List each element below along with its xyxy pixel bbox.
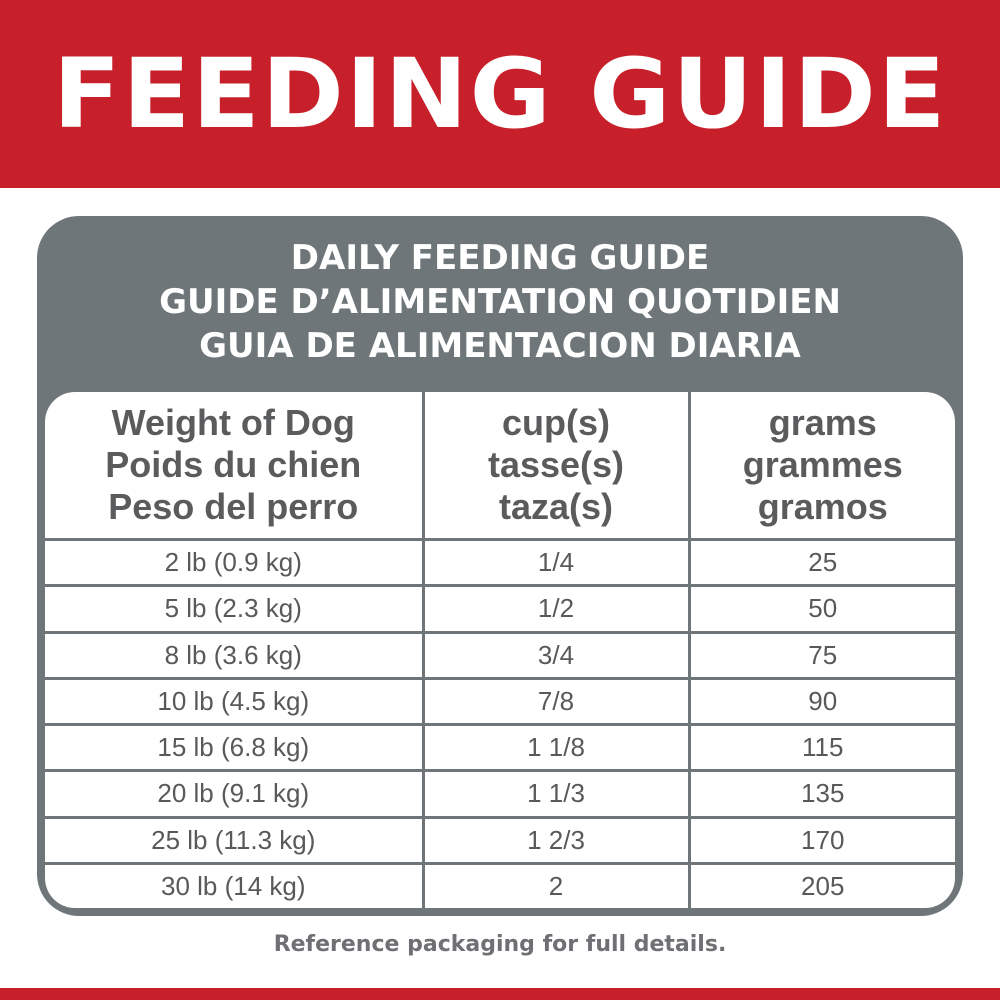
header-weight-es: Peso del perro <box>108 486 359 527</box>
cups-cell: 1 1/8 <box>423 725 689 771</box>
card-titles <box>37 236 963 368</box>
feeding-table <box>45 392 955 908</box>
header-cups-es: taza(s) <box>498 486 614 527</box>
table-row <box>45 771 955 817</box>
header-weight-fr: Poids du chien <box>105 444 362 485</box>
weight-cell: 30 lb (14 kg) <box>45 863 423 908</box>
header-grams-fr: grammes <box>742 444 903 485</box>
weight-cell: 20 lb (9.1 kg) <box>45 771 423 817</box>
grams-cell: 50 <box>689 586 955 632</box>
table-row <box>45 586 955 632</box>
cups-cell: 7/8 <box>423 678 689 724</box>
header-grams <box>689 392 955 540</box>
cups-cell: 1/4 <box>423 540 689 586</box>
grams-cell: 90 <box>689 678 955 724</box>
table-row <box>45 678 955 724</box>
grams-cell: 75 <box>689 632 955 678</box>
weight-cell: 2 lb (0.9 kg) <box>45 540 423 586</box>
feeding-table-wrapper <box>45 392 955 908</box>
header-cups <box>423 392 689 540</box>
header-grams-es: gramos <box>757 486 888 527</box>
table-row <box>45 540 955 586</box>
weight-cell: 25 lb (11.3 kg) <box>45 817 423 863</box>
weight-cell: 8 lb (3.6 kg) <box>45 632 423 678</box>
cups-cell: 1 2/3 <box>423 817 689 863</box>
cups-cell: 2 <box>423 863 689 908</box>
table-row <box>45 725 955 771</box>
table-row <box>45 632 955 678</box>
header-cups-fr: tasse(s) <box>487 444 625 485</box>
bottom-bar <box>0 988 1000 1000</box>
cups-cell: 3/4 <box>423 632 689 678</box>
table-row <box>45 863 955 908</box>
table-header-row <box>45 392 955 540</box>
header-banner <box>0 0 1000 188</box>
grams-cell: 25 <box>689 540 955 586</box>
page-title: FEEDING GUIDE <box>52 38 948 150</box>
grams-cell: 170 <box>689 817 955 863</box>
cups-cell: 1/2 <box>423 586 689 632</box>
header-weight-en: Weight of Dog <box>111 402 355 443</box>
feeding-guide-card <box>37 216 963 916</box>
weight-cell: 5 lb (2.3 kg) <box>45 586 423 632</box>
grams-cell: 115 <box>689 725 955 771</box>
weight-cell: 15 lb (6.8 kg) <box>45 725 423 771</box>
grams-cell: 135 <box>689 771 955 817</box>
footnote: Reference packaging for full details. <box>273 932 727 957</box>
card-title-spanish: GUIA DE ALIMENTACION DIARIA <box>199 326 801 366</box>
table-row <box>45 817 955 863</box>
card-title-english: DAILY FEEDING GUIDE <box>290 238 710 278</box>
header-grams-en: grams <box>768 402 877 443</box>
header-cups-en: cup(s) <box>502 402 610 443</box>
header-weight <box>45 392 423 540</box>
card-title-french: GUIDE D’ALIMENTATION QUOTIDIEN <box>159 282 841 322</box>
weight-cell: 10 lb (4.5 kg) <box>45 678 423 724</box>
grams-cell: 205 <box>801 870 845 901</box>
cups-cell: 1 1/3 <box>423 771 689 817</box>
